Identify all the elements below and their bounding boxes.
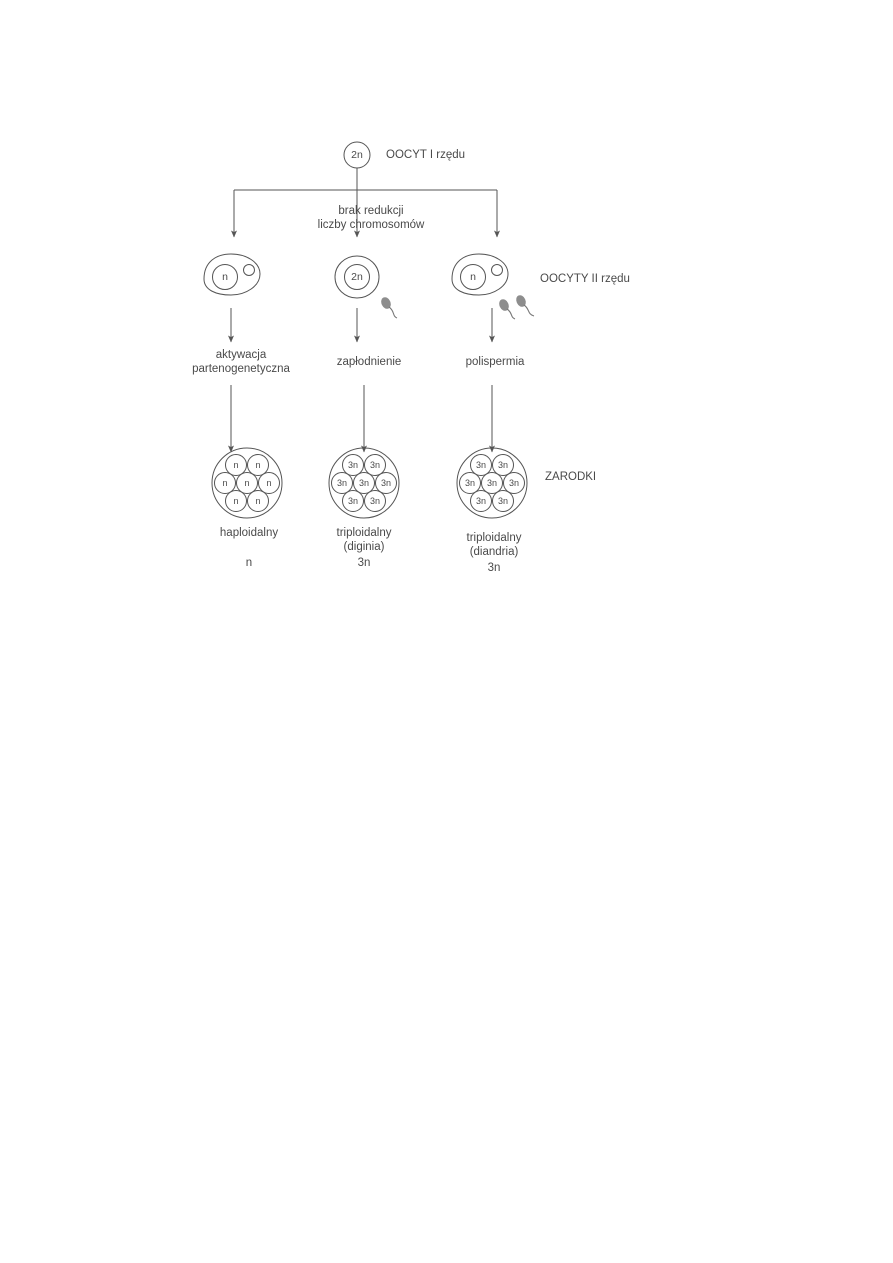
sperm-icon [497, 298, 515, 319]
embryo-1-cell-value: n [255, 496, 261, 506]
process-label-2-line1: zapłodnienie [336, 356, 402, 368]
top-oocyte-value: 2n [351, 149, 363, 161]
process-arrows-upper [231, 308, 492, 342]
embryo-2-cell-value: 3n [347, 460, 359, 470]
embryo-3-cell-value: 3n [497, 460, 509, 470]
embryo-2-cell-value: 3n [358, 478, 370, 488]
embryo-3-ploidy: 3n [487, 562, 501, 574]
embryo-3-label-line1: triploidalny [466, 532, 522, 544]
embryo-2-cell-value: 3n [380, 478, 392, 488]
embryo-2-cell-value: 3n [369, 496, 381, 506]
oocyte2-cell-1 [204, 254, 260, 295]
oocyte2-value-2: 2n [351, 271, 363, 283]
oocyty-ii-rzedu-label: OOCYTY II rzędu [540, 273, 630, 285]
zarodki-label: ZARODKI [545, 471, 597, 483]
process-arrows-lower [231, 385, 492, 452]
oocyte2-value-1: n [222, 271, 228, 283]
embryo-1-cell-value: n [233, 460, 239, 470]
embryo-2-label-line1: triploidalny [336, 527, 392, 539]
oocyte2-cell-3 [452, 254, 534, 319]
embryo-2-label-line2: (diginia) [343, 541, 385, 553]
sperm-icon [379, 296, 397, 318]
embryo-3-cell-value: 3n [475, 496, 487, 506]
branch-note-line2: liczby chromosomów [317, 219, 425, 231]
process-label-3-line1: polispermia [465, 356, 525, 368]
embryo-1-cell-value: n [255, 460, 261, 470]
branch-note-line1: brak redukcji [338, 205, 404, 217]
embryo-1-ploidy: n [245, 557, 253, 569]
oocyt-i-rzedu-label: OOCYT I rzędu [386, 149, 466, 161]
embryo-1-cell-value: n [222, 478, 228, 488]
process-label-1-line1: aktywacja [215, 349, 267, 361]
embryo-1-cell-value: n [244, 478, 250, 488]
embryo-2-cell-value: 3n [347, 496, 359, 506]
embryo-3-cell-value: 3n [497, 496, 509, 506]
embryo-2-cell-value: 3n [336, 478, 348, 488]
embryo-2-ploidy: 3n [357, 557, 371, 569]
embryo-2-cell-value: 3n [369, 460, 381, 470]
embryo-3-cell-value: 3n [464, 478, 476, 488]
embryo-1-cell-value: n [233, 496, 239, 506]
oocyte2-cell-2 [335, 256, 397, 318]
embryo-1-label-line1: haploidalny [219, 527, 279, 539]
embryo-3-cell-value: 3n [508, 478, 520, 488]
embryo-3-cell-value: 3n [475, 460, 487, 470]
process-label-1-line2: partenogenetyczna [192, 363, 290, 375]
embryo-1-cell-value: n [266, 478, 272, 488]
oocyte2-value-3: n [470, 271, 476, 283]
embryo-3-cell-value: 3n [486, 478, 498, 488]
sperm-icon [514, 294, 534, 316]
embryo-3-label-line2: (diandria) [469, 546, 519, 558]
